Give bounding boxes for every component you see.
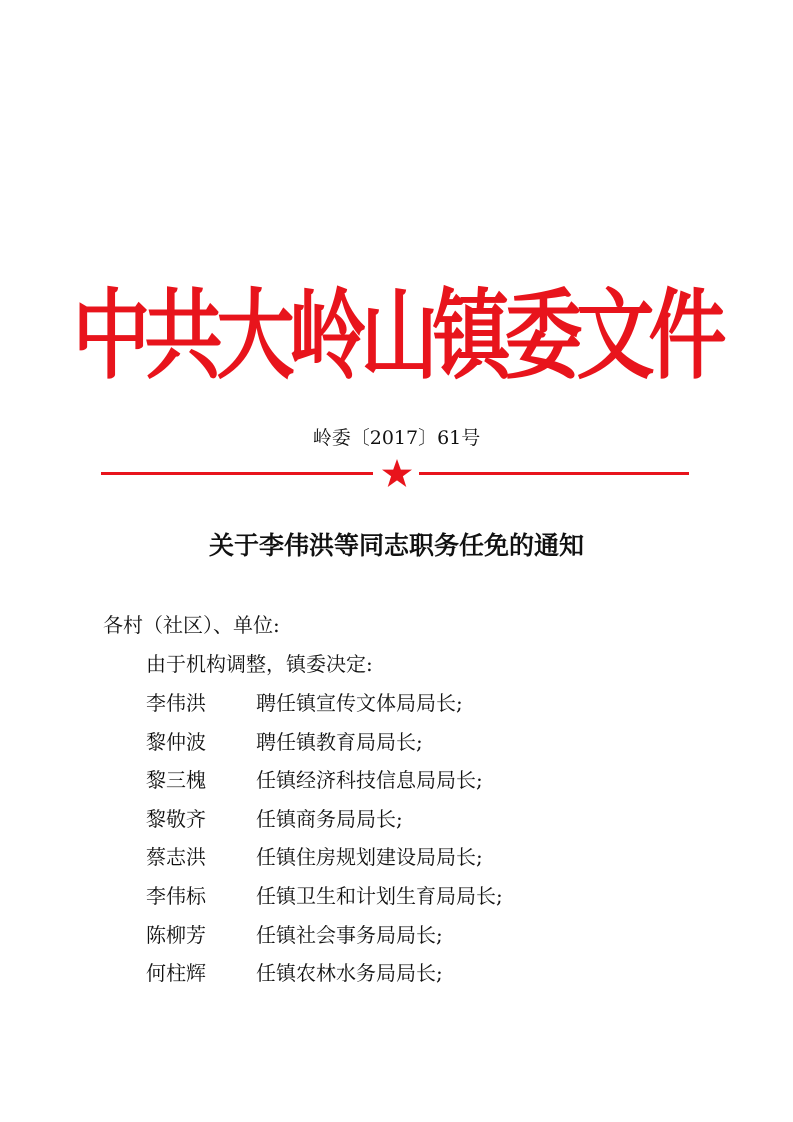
appointment-position: 任镇卫生和计划生育局局长; [256, 883, 503, 908]
appointee-name: 黎三槐 [146, 768, 206, 793]
appointee-name: 黎敬齐 [146, 806, 206, 831]
salutation: 各村（社区）、单位: [103, 613, 280, 637]
appointment-list [146, 688, 706, 997]
appointment-position: 任镇经济科技信息局局长; [256, 768, 483, 793]
appointee-name: 黎仲波 [146, 729, 206, 754]
red-separator [101, 458, 689, 490]
appointment-row [146, 727, 706, 766]
document-number: 岭委〔2017〕61号 [312, 427, 481, 449]
intro-paragraph: 由于机构调整，镇委决定: [146, 652, 373, 676]
star-icon [381, 458, 413, 490]
appointee-name: 李伟标 [146, 883, 206, 908]
appointee-name: 蔡志洪 [146, 845, 206, 870]
appointment-position: 任镇商务局局长; [256, 806, 403, 831]
appointment-row [146, 765, 706, 804]
appointment-position: 任镇农林水务局局长; [256, 961, 443, 986]
appointee-name: 陈柳芳 [146, 922, 206, 947]
appointment-row [146, 920, 706, 959]
masthead-title: 中共大岭山镇委文件 [72, 280, 721, 393]
appointee-name: 何柱辉 [146, 961, 206, 986]
appointment-row [146, 881, 706, 920]
notice-title: 关于李伟洪等同志职务任免的通知 [208, 531, 584, 560]
appointment-position: 任镇社会事务局局长; [256, 922, 443, 947]
separator-line-right [419, 472, 689, 475]
appointment-row [146, 688, 706, 727]
appointment-position: 聘任镇宣传文体局局长; [256, 691, 463, 715]
appointment-position: 聘任镇教育局局长; [256, 729, 423, 754]
appointment-position: 任镇住房规划建设局局长; [256, 845, 483, 870]
appointment-row [146, 804, 706, 843]
appointment-row [146, 958, 706, 997]
separator-line-left [101, 472, 373, 475]
appointee-name: 李伟洪 [146, 691, 206, 715]
appointment-row [146, 842, 706, 881]
